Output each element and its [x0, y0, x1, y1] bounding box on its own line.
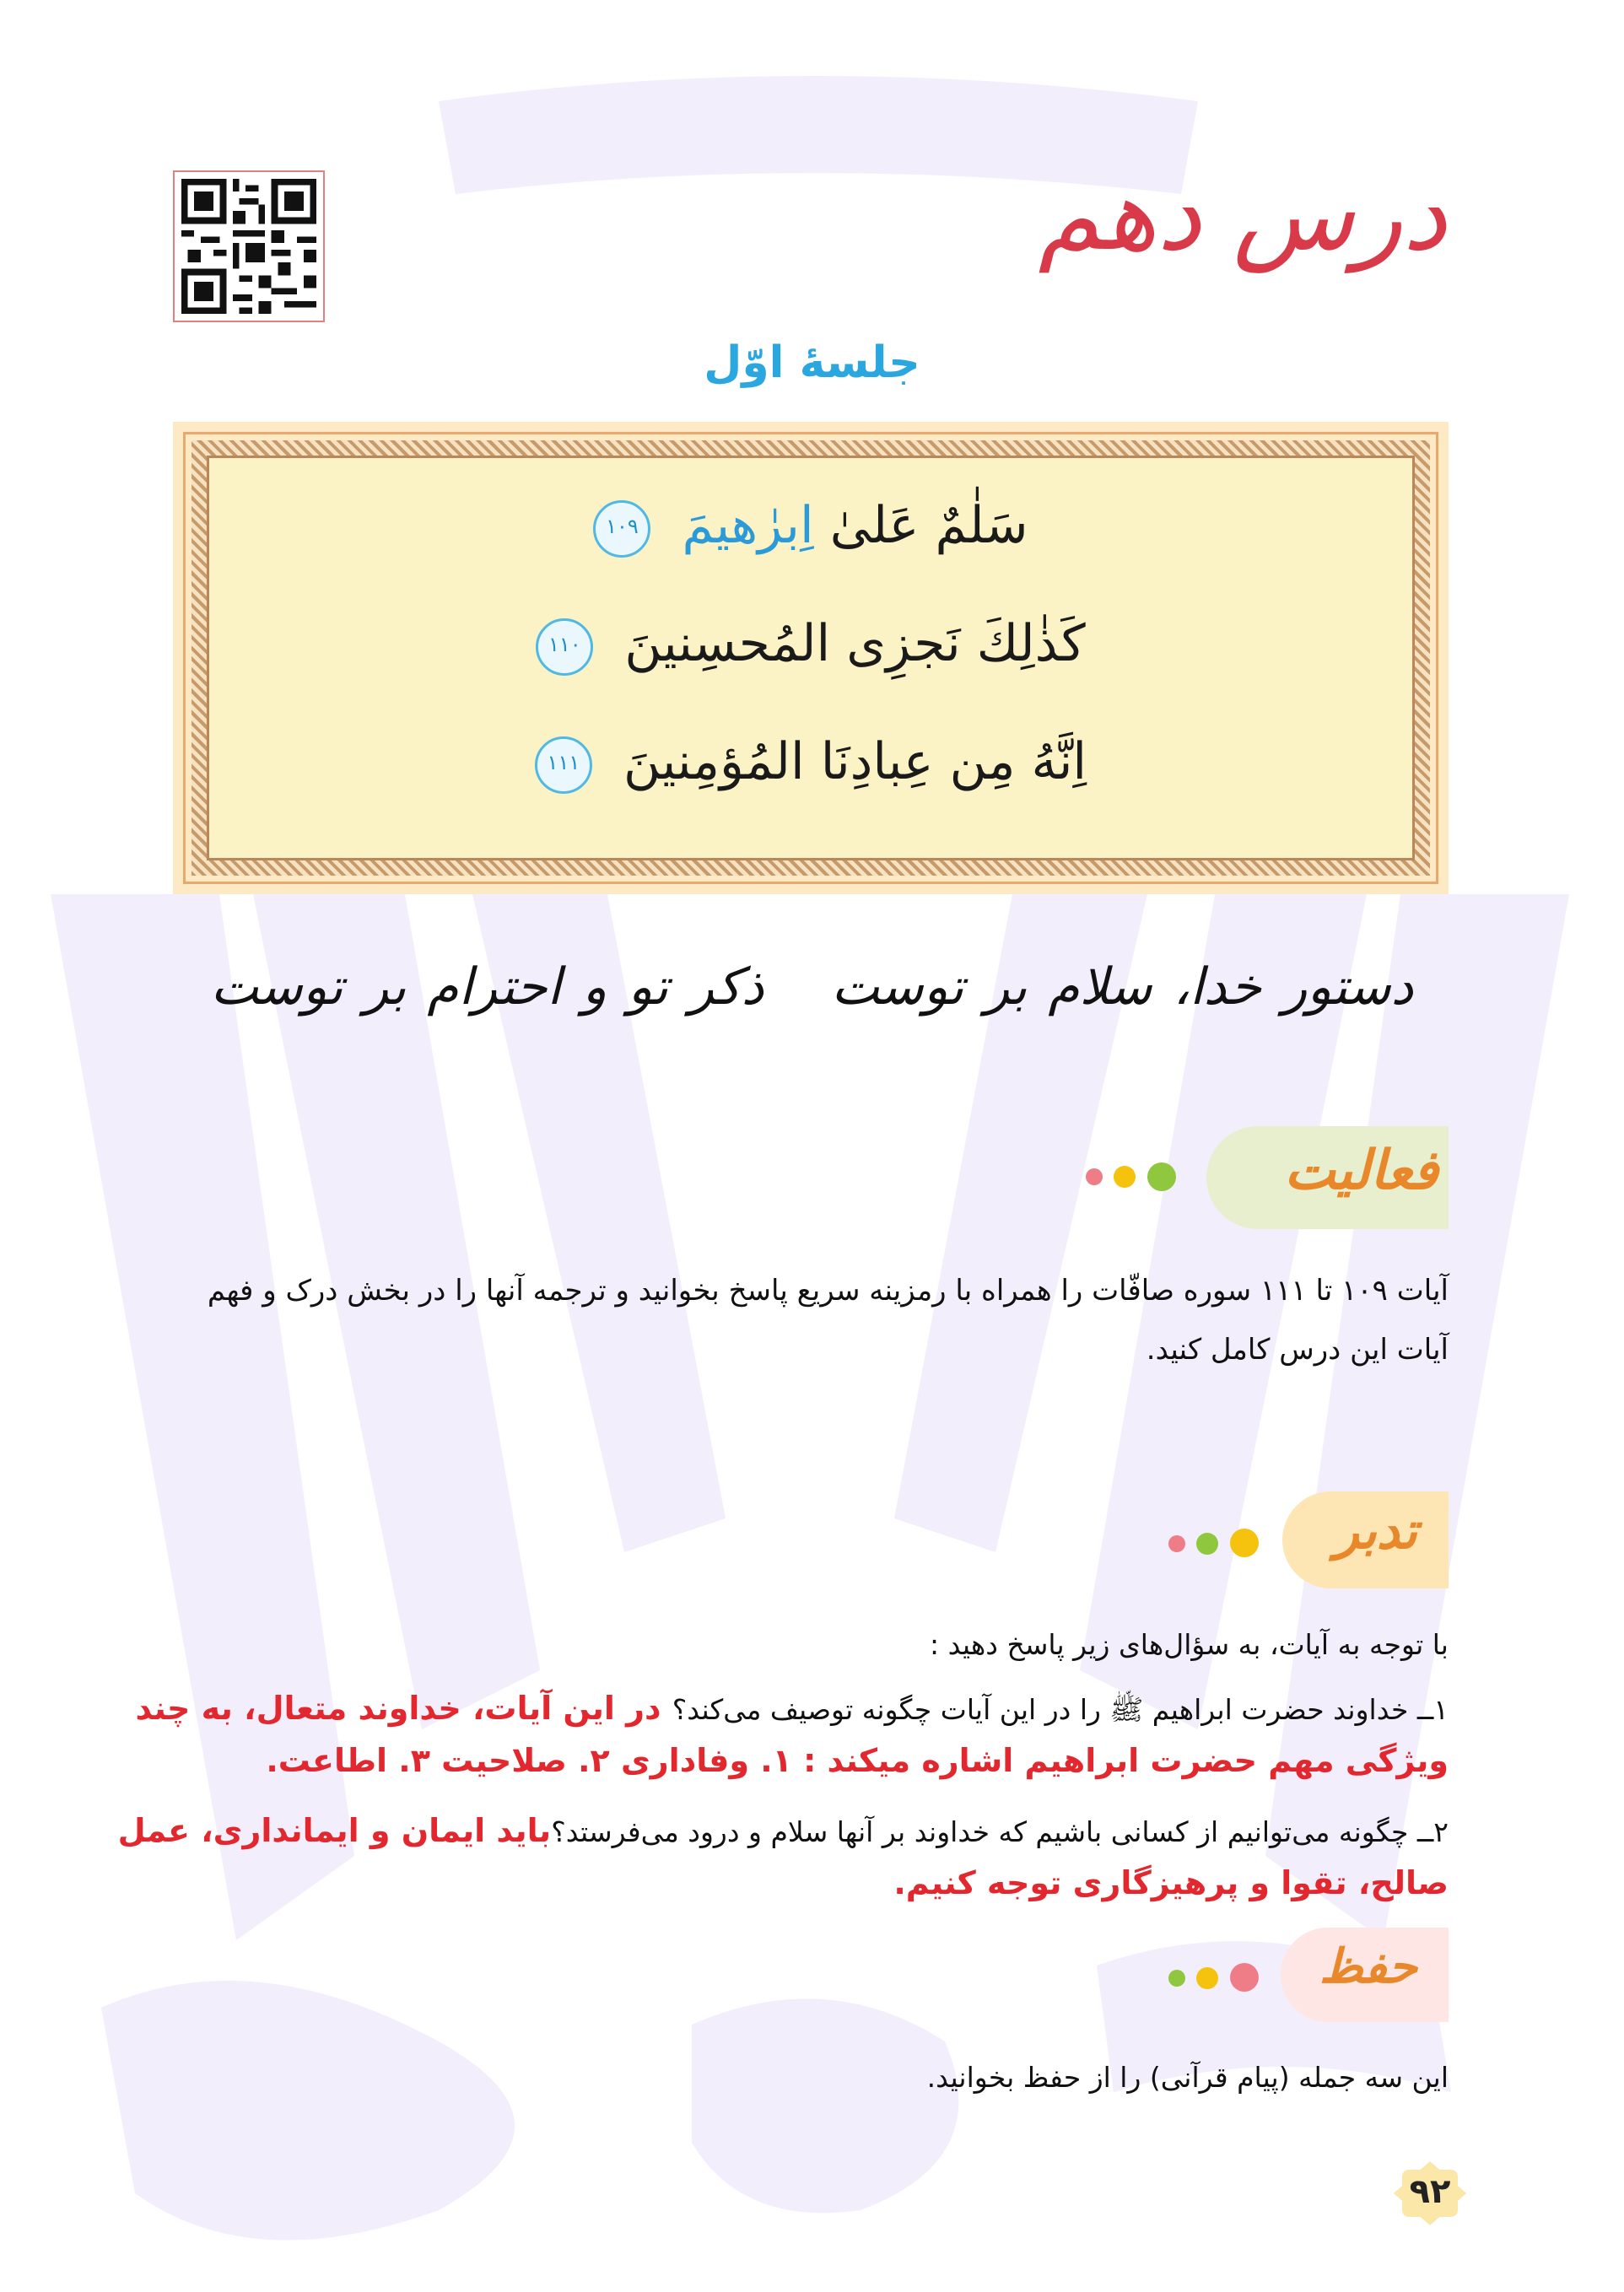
verse-line	[209, 732, 1412, 794]
memorize-label: حفظ	[1319, 1939, 1417, 1994]
message-part-2: ذکر تو و احترام بر توست	[210, 957, 764, 1017]
verse-line	[209, 614, 1412, 676]
verse-number-badge: ۱۱۰	[536, 618, 593, 676]
verse-text-rest: المُؤمِنینَ	[623, 732, 821, 791]
question-2-text: ٢ــ چگونه می‌توانیم از کسانی باشیم که خداوند بر آنها سلام و درود می‌فرستد؟	[551, 1815, 1449, 1848]
decor-dot	[1168, 1535, 1185, 1552]
decor-dot	[1230, 1963, 1259, 1992]
quranic-message	[0, 957, 1624, 1017]
decor-dot	[1114, 1166, 1136, 1188]
decor-dot	[1230, 1529, 1259, 1557]
activity-instructions	[175, 1261, 1449, 1379]
qr-code-icon	[181, 179, 316, 314]
lesson-title: درس دهم	[1038, 156, 1447, 272]
verse-line	[209, 496, 1412, 558]
reflection-question-1	[65, 1683, 1449, 1786]
verse-text: كَذٰلِكَ نَجزِی	[846, 614, 1086, 673]
verse-number-badge: ۱۰۹	[593, 500, 650, 558]
decor-dot	[1168, 1970, 1185, 1987]
decor-dot	[1196, 1967, 1218, 1989]
decor-dot	[1196, 1533, 1218, 1555]
verse-number-badge: ۱۱۱	[535, 736, 592, 794]
verse-text: اِنَّهُ مِن عِبادِنَا	[820, 732, 1087, 791]
message-part-1: دستور خدا، سلام بر توست	[831, 957, 1414, 1017]
verse-frame	[173, 422, 1449, 894]
answer-2-part-1: باید ایمان و ایمانداری، عمل	[117, 1812, 552, 1849]
question-1-text: ١ــ خداوند حضرت ابراهیم ﷺ را در این آیات چگونه توصیف می‌کند؟	[672, 1693, 1449, 1726]
verse-text-highlight: اِبرٰهیمَ	[682, 496, 830, 555]
reflection-label: تدبر	[1335, 1502, 1417, 1561]
answer-1-part-2: ویژگی مهم حضرت ابراهیم اشاره میکند : ۱. وفاداری ۲. صلاحیت ۳. اطاعت.	[266, 1742, 1449, 1779]
activity-label: فعالیت	[1284, 1139, 1438, 1202]
decor-dot	[1147, 1162, 1176, 1191]
activity-line-2: آیات این درس کامل کنید.	[1146, 1333, 1449, 1367]
answer-2-part-2: صالح، تقوا و پرهیزگاری توجه کنیم.	[893, 1864, 1449, 1901]
qr-code[interactable]	[173, 170, 325, 322]
page-number: ۹۲	[1409, 2172, 1451, 2211]
verse-text: سَلٰمٌ عَلیٰ	[829, 496, 1028, 555]
session-title: جلسهٔ اوّل	[704, 337, 920, 388]
reflection-question-2	[65, 1805, 1449, 1908]
verse-text-rest: المُحسِنینَ	[624, 614, 847, 673]
frame-inner-panel	[207, 456, 1415, 860]
decor-dot	[1086, 1168, 1103, 1185]
reflection-intro: با توجه به آیات، به سؤال‌های زیر پاسخ دهید :	[930, 1628, 1449, 1661]
memorize-instructions: این سه جمله (پیام قرآنی) را از حفظ بخوانید.	[926, 2061, 1449, 2094]
answer-1-part-1: در این آیات، خداوند متعال، به چند	[135, 1690, 672, 1727]
activity-line-1: آیات ۱۰۹ تا ۱۱۱ سوره صافّات را همراه با رمزینه سریع پاسخ بخوانید و ترجمه آنها را در بخش درک و فهم	[207, 1274, 1449, 1308]
